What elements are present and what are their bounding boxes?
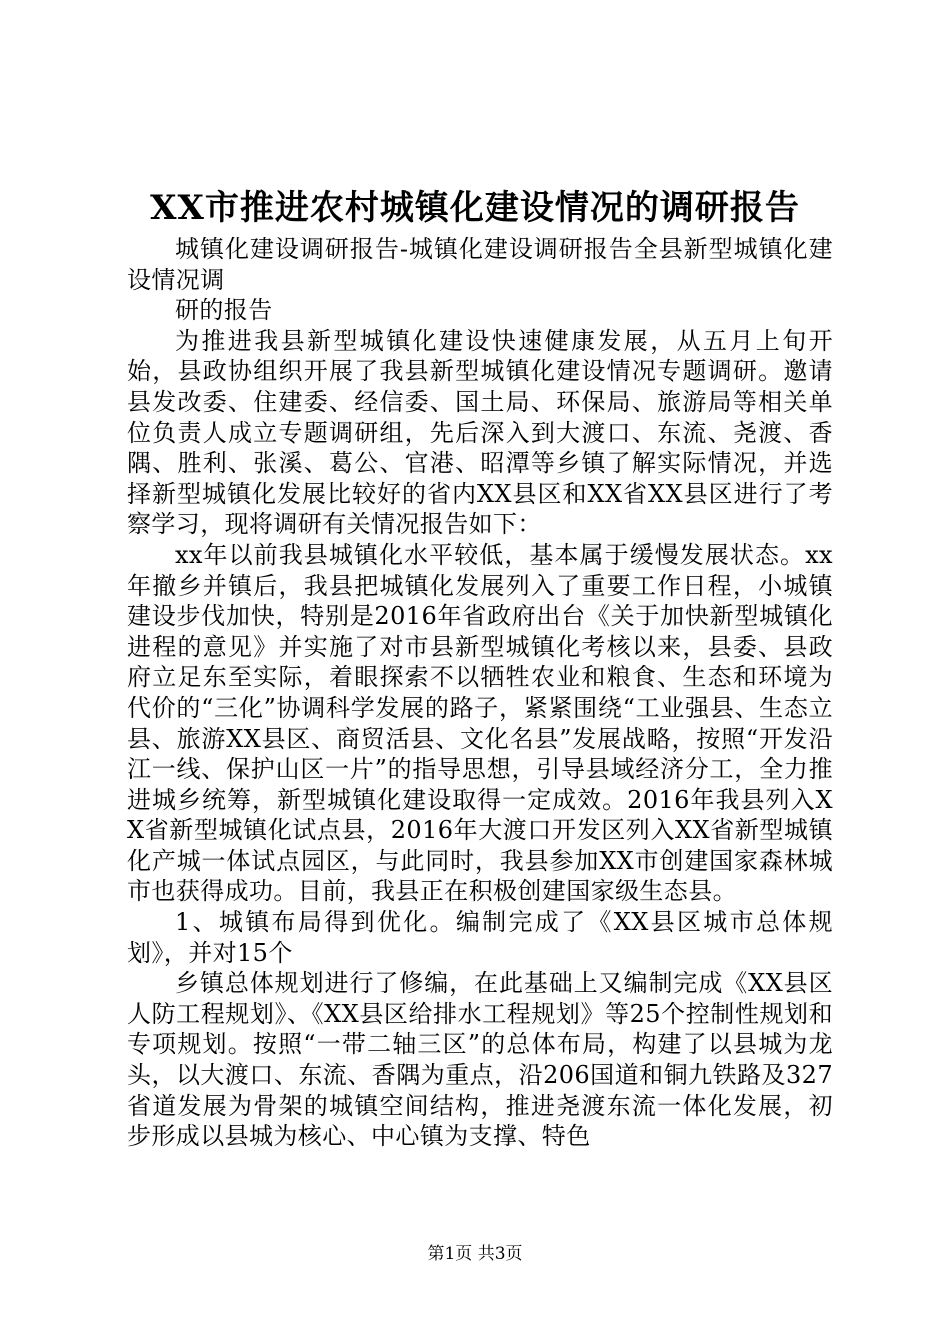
paragraph-section-1-heading: 1、城镇布局得到优化。编制完成了《XX县区城市总体规划》，并对15个: [127, 908, 833, 967]
paragraph-subtitle-continued: 研的报告: [175, 296, 273, 325]
document-title: XX市推进农村城镇化建设情况的调研报告: [150, 188, 800, 228]
paragraph-subtitle: 城镇化建设调研报告-城镇化建设调研报告全县新型城镇化建设情况调: [127, 235, 833, 294]
page-number-footer: 第1页 共3页: [427, 1244, 523, 1264]
document-body: [127, 234, 833, 1152]
paragraph-background: xx年以前我县城镇化水平较低，基本属于缓慢发展状态。xx年撤乡并镇后，我县把城镇化发展列入了重要工作日程，小城镇建设步伐加快，特别是2016年省政府出台《关于加快新型城镇化进程的意见》并实施了对市县新型城镇化考核以来，县委、县政府立足东至实际，着眼探索不以牺牲农业和粮食、生态和环境为代价的“三化”协调科学发展的路子，紧紧围绕“工业强县、生态立县、旅游XX县区、商贸活县、文化名县”发展战略，按照“开发沿江一线、保护山区一片”的指导思想，引导县域经济分工，全力推进城乡统筹，新型城镇化建设取得一定成效。2016年我县列入XX省新型城镇化试点县，2016年大渡口开发区列入XX省新型城镇化产城一体试点园区，与此同时，我县参加XX市创建国家森林城市也获得成功。目前，我县正在积极创建国家级生态县。: [127, 540, 833, 906]
paragraph-introduction: 为推进我县新型城镇化建设快速健康发展，从五月上旬开始，县政协组织开展了我县新型城镇化建设情况专题调研。邀请县发改委、住建委、经信委、国土局、环保局、旅游局等相关单位负责人成立专题调研组，先后深入到大渡口、东流、尧渡、香隅、胜利、张溪、葛公、官港、昭潭等乡镇了解实际情况，并选择新型城镇化发展比较好的省内XX县区和XX省XX县区进行了考察学习，现将调研有关情况报告如下：: [127, 326, 833, 539]
paragraph-section-1-body: 乡镇总体规划进行了修编，在此基础上又编制完成《XX县区人防工程规划》、《XX县区给排水工程规划》等25个控制性规划和专项规划。按照“一带二轴三区”的总体布局，构建了以县城为龙头，以大渡口、东流、香隅为重点，沿206国道和铜九铁路及327省道发展为骨架的城镇空间结构，推进尧渡东流一体化发展，初步形成以县城为核心、中心镇为支撑、特色: [127, 969, 833, 1151]
